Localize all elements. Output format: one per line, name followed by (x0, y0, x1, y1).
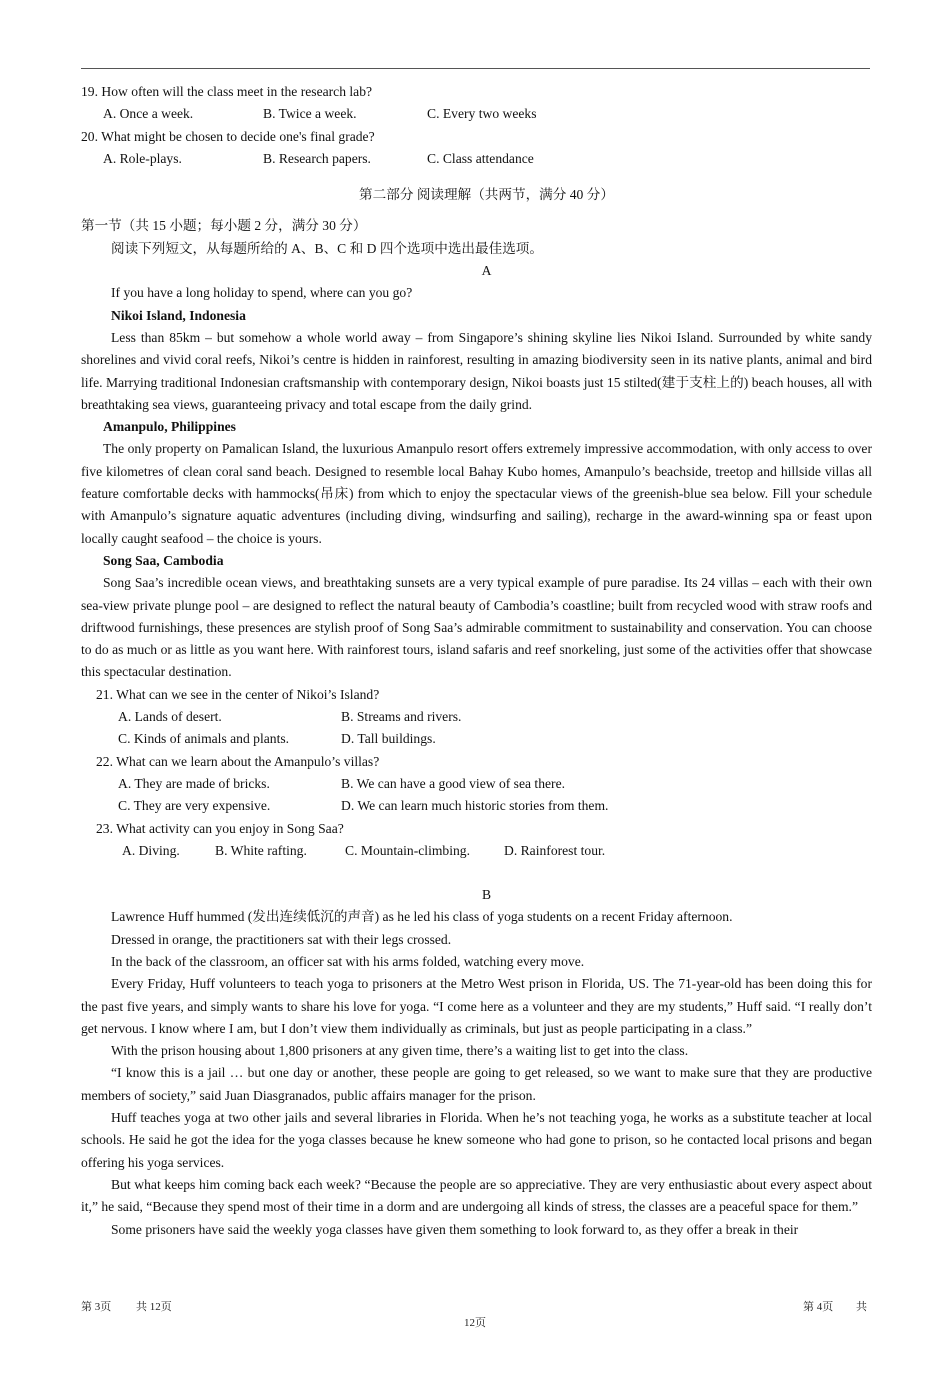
q21-option-a: A. Lands of desert. (118, 709, 222, 725)
q20-option-a: A. Role-plays. (103, 150, 182, 166)
q20-stem: 20. What might be chosen to decide one's final grade? (81, 128, 375, 144)
q23-option-d: D. Rainforest tour. (504, 842, 606, 858)
q20-options (81, 148, 872, 170)
section1-title: 第一节（共 15 小题；每小题 2 分，满分 30 分） (81, 218, 367, 234)
passage-b-paragraph: In the back of the classroom, an officer sat with his arms folded, watching every move. (111, 953, 585, 969)
footer-center-total: 12页 (464, 1317, 486, 1329)
q19-option-b: B. Twice a week. (263, 106, 357, 122)
passage-b-paragraph: Every Friday, Huff volunteers to teach yoga to prisoners at the Metro West prison in Florida, US. The 71-year-old has been doing this for the past five years, and simply wants to share his love for yoga. “I come here as a volunteer and they are my students,” Huff said. “I really don’t get nervous. I know where I am, but I don’t view them individually as criminals, but just as people participating in a class.” (81, 976, 872, 1036)
passage-b-paragraph: Lawrence Huff hummed (发出连续低沉的声音) as he led his class of yoga students on a recent Friday afternoon. (111, 909, 733, 925)
q23-option-c: C. Mountain-climbing. (345, 842, 470, 858)
footer-left-page: 第 3页 (81, 1301, 112, 1313)
q21-option-b: B. Streams and rivers. (341, 709, 462, 725)
passage-b-label: B (481, 887, 492, 903)
passage-b-paragraph: Huff teaches yoga at two other jails and several libraries in Florida. When he’s not teaching yoga, he works as a substitute teacher at local schools. He said he got the idea for the yoga classes because he knew someone who had gone to prison, so he contacted local prisons and began offering his yoga services. (81, 1110, 872, 1170)
q19-stem: 19. How often will the class meet in the research lab? (81, 84, 373, 99)
q21-stem: 21. What can we see in the center of Nikoi’s Island? (96, 686, 380, 702)
q23-option-b: B. White rafting. (215, 842, 307, 858)
exam-page (81, 81, 872, 1241)
q21-option-c: C. Kinds of animals and plants. (118, 731, 290, 747)
header-rule (81, 68, 870, 69)
passage-b-paragraph: With the prison housing about 1,800 prisoners at any given time, there’s a waiting list to get into the class. (111, 1043, 689, 1059)
place2-text: The only property on Pamalican Island, the luxurious Amanpulo resort offers extremely impressive accommodation, with only access to over five kilometres of clean coral sand beach. Designed to resemble local Bahay Kubo homes, Amanpulo’s beachside, treetop and hillside villas all feature comfortable decks with hammocks(吊床) from which to enjoy the spectacular views of the greenish-blue sea below. Fill your schedule with Amanpulo’s signature aquatic adventures (including diving, windsurfing and sailing), recharge in the award-winning spa or feast upon locally caught seafood – the choice is yours. (81, 441, 872, 546)
q23-options (81, 840, 872, 862)
q20-option-c: C. Class attendance (427, 150, 534, 166)
place1-title: Nikoi Island, Indonesia (111, 307, 246, 323)
footer-right-total: 共 (856, 1301, 867, 1313)
place3-text: Song Saa’s incredible ocean views, and breathtaking sunsets are a very typical example of pure paradise. Its 24 villas – each with their own sea-view private plunge pool – are designed to reflect the natural beauty of Cambodia’s coastline; built from recycled wood with straw roofs and driftwood furnishings, these presences are stylish proof of Song Saa’s admirable commitment to sustainability and conservation. You can choose to do as much or as little as you want here. With rainforest tours, island safaris and reef snorkeling, just some of the activities offer that showcase this spectacular destination. (81, 575, 872, 680)
q22-options-row1 (81, 773, 872, 795)
passage-b-paragraph: But what keeps him coming back each week? “Because the people are so appreciative. They are very enthusiastic about every aspect about it,” he said, “Because they spend most of their time in a dorm and are undergoing all kinds of stress, the classes are a peaceful space for them.” (81, 1176, 872, 1215)
part2-title: 第二部分 阅读理解（共两节，满分 40 分） (359, 187, 614, 203)
q22-option-c: C. They are very expensive. (118, 798, 271, 814)
q22-option-b: B. We can have a good view of sea there. (341, 775, 565, 791)
passage-b-paragraph: “I know this is a jail … but one day or another, these people are going to get released, so we want to make sure that they are productive members of society,” said Juan Diasgranados, public affairs manager for the prison. (81, 1065, 872, 1103)
q19-options (81, 103, 872, 125)
passage-b-paragraph: Dressed in orange, the practitioners sat with their legs crossed. (111, 931, 452, 947)
q23-stem: 23. What activity can you enjoy in Song Saa? (96, 820, 344, 836)
place2-title: Amanpulo, Philippines (103, 419, 236, 435)
q19-option-c: C. Every two weeks (427, 106, 537, 122)
passage-a-intro: If you have a long holiday to spend, where can you go? (111, 285, 413, 301)
q22-stem: 22. What can we learn about the Amanpulo’s villas? (96, 753, 380, 769)
passage-a-label: A (481, 263, 492, 279)
place1-text: Less than 85km – but somehow a whole world away – from Singapore’s shining skyline lies Nikoi Island. Surrounded by white sandy shorelines and vivid coral reefs, Nikoi’s centre is hidden in rainforest, resulting in amazing biodiversity seen in its native plants, animal and bird life. Marrying traditional Indonesian craftsmanship with contemporary design, Nikoi boasts just 15 stilted(建于支柱上的) beach houses, all with breathtaking sea views, guaranteeing privacy and total escape from the daily grind. (81, 329, 872, 412)
q21-options-row1 (81, 706, 872, 728)
q21-option-d: D. Tall buildings. (341, 731, 436, 747)
section1-instruction: 阅读下列短文，从每题所给的 A、B、C 和 D 四个选项中选出最佳选项。 (111, 240, 543, 256)
q21-options-row2 (81, 728, 872, 750)
passage-b-paragraph: Some prisoners have said the weekly yoga classes have given them something to look forward to, as they offer a break in their (111, 1221, 799, 1237)
q23-option-a: A. Diving. (122, 842, 180, 858)
q22-options-row2 (81, 795, 872, 817)
footer-right-page: 第 4页 (803, 1301, 834, 1313)
q20-option-b: B. Research papers. (263, 150, 371, 166)
q22-option-d: D. We can learn much historic stories from them. (341, 798, 609, 814)
q22-option-a: A. They are made of bricks. (118, 775, 270, 791)
footer-left-total: 共 12页 (136, 1301, 172, 1313)
q19-option-a: A. Once a week. (103, 106, 194, 122)
place3-title: Song Saa, Cambodia (103, 552, 224, 568)
